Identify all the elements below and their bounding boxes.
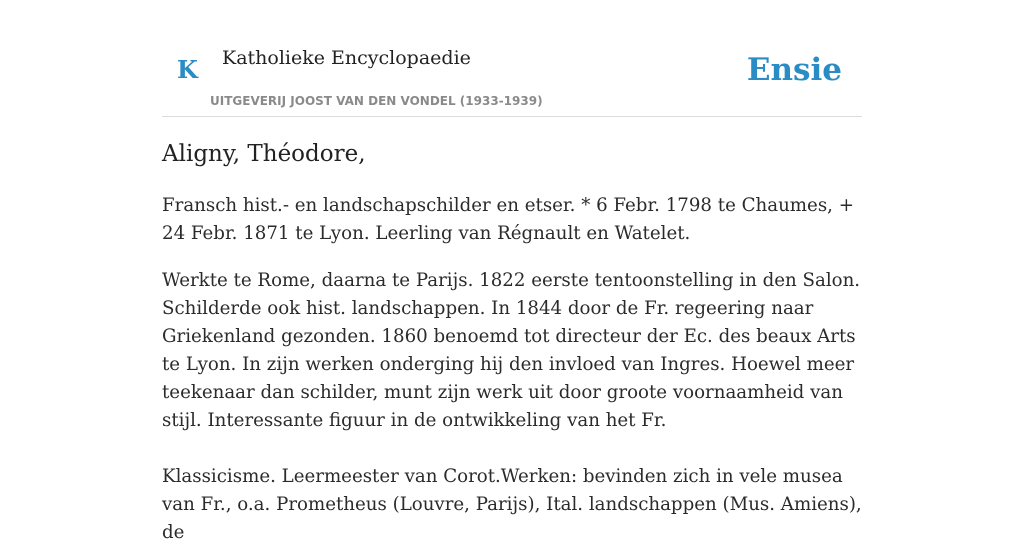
publisher-label: UITGEVERIJ JOOST VAN DEN VONDEL (1933-1939) (210, 94, 543, 108)
logo-k-icon[interactable]: K (177, 55, 198, 84)
site-header (162, 0, 862, 117)
entry-paragraph-1: Fransch hist.- en landschapschilder en etser. * 6 Febr. 1798 te Chaumes, + 24 Febr. 1871 te Lyon. Leerling van Régnault en Watelet. (162, 195, 854, 244)
entry-paragraph-2: Werkte te Rome, daarna te Parijs. 1822 eerste tentoonstelling in den Salon. Schilderde ook hist. landschappen. In 1844 door de Fr. regeering naar Griekenland gezonden. 1860 benoemd tot directeur der Ec. des beaux Arts te Lyon. In zijn werken onderging hij den invloed van Ingres. Hoewel meer teekenaar dan schilder, munt zijn werk uit door groote voornaamheid van stijl. Interessante figuur in de ontwikkeling van het Fr. (162, 270, 861, 431)
site-title[interactable]: Katholieke Encyclopaedie (222, 47, 471, 69)
brand-logo[interactable]: Ensie (746, 52, 842, 88)
entry-title: Aligny, Théodore, (162, 141, 366, 167)
entry-paragraph-3: Klassicisme. Leermeester van Corot.Werken: bevinden zich in vele musea van Fr., o.a. Prometheus (Louvre, Parijs), Ital. landschappen (Mus. Amiens), de (162, 466, 862, 543)
